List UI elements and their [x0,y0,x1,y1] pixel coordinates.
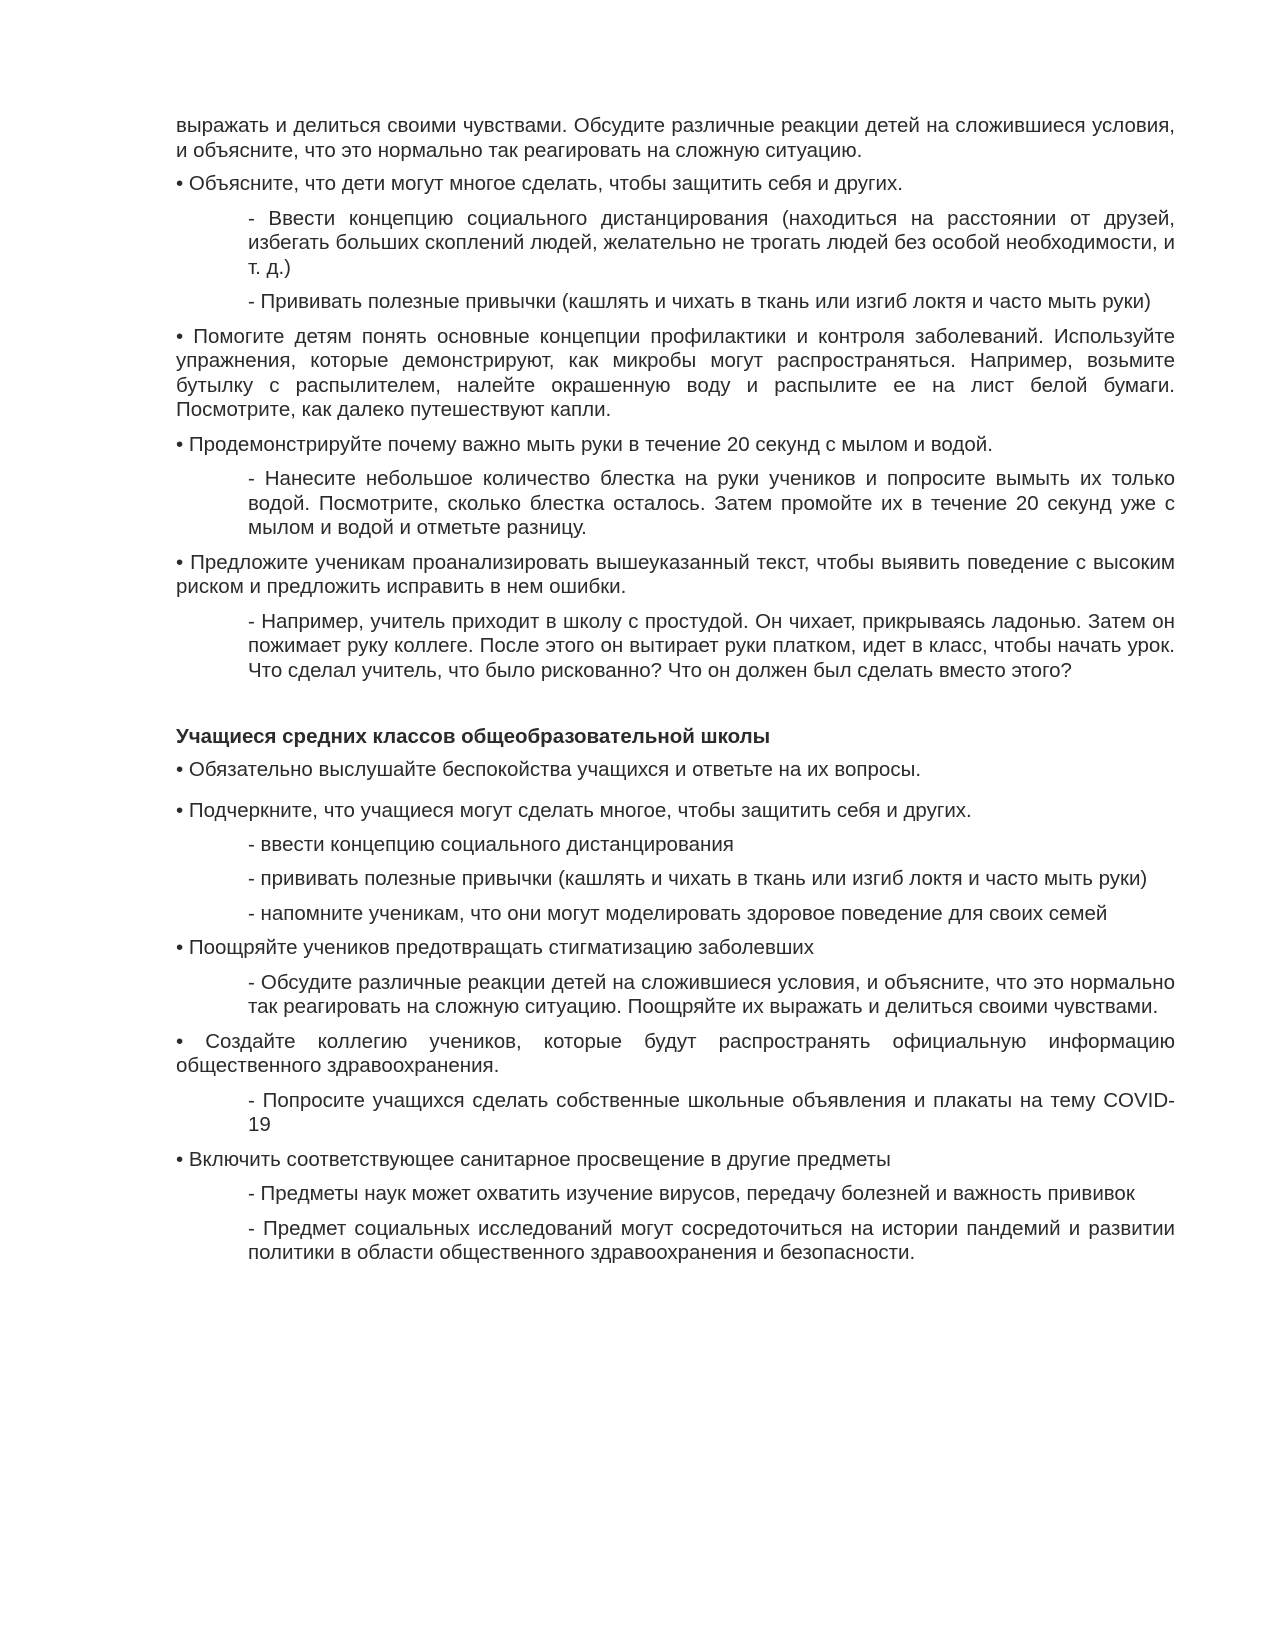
paragraph-intro-continued: выражать и делиться своими чувствами. Обсудите различные реакции детей на сложившиеся условия, и объясните, что это нормально так реагировать на сложную ситуацию. [176,114,1175,162]
bullet-prevention: • Помогите детям понять основные концепции профилактики и контроля заболеваний. Используйте упражнения, которые демонстрируют, как микробы могут распространяться. Например, возьмите бутылку с распылителем, налейте окрашенную воду и распылите ее на лист белой бумаги. Посмотрите, как далеко путешествуют капли. [176,324,1175,421]
bullet-emphasize: • Подчеркните, что учащиеся могут сделать многое, чтобы защитить себя и других. [176,799,972,822]
sub-item-distancing-2: - ввести концепцию социального дистанцирования [248,832,734,856]
sub-item-habits: - Прививать полезные привычки (кашлять и чихать в ткань или изгиб локтя и часто мыть руки) [248,290,1151,313]
sub-item-distancing: - Ввести концепцию социального дистанцирования (находиться на расстоянии от друзей, избегать больших скоплений людей, желательно не трогать людей без особой необходимости, и т. д.) [248,206,1175,279]
sub-item-teacher-example: - Например, учитель приходит в школу с простудой. Он чихает, прикрываясь ладонью. Затем он пожимает руку коллеге. После этого он вытирает руки платком, идет в класс, чтобы начать урок. Что сделал учитель, что было рискованно? Что он должен был сделать вместо этого? [248,609,1175,682]
sub-item-model-behavior: - напомните ученикам, что они могут моделировать здоровое поведение для своих семей [248,901,1108,925]
bullet-handwash: • Продемонстрируйте почему важно мыть руки в течение 20 секунд с мылом и водой. [176,432,993,456]
bullet-college: • Создайте коллегию учеников, которые будут распространять официальную информацию общественного здравоохранения. [176,1029,1175,1077]
sub-item-habits-2: - прививать полезные привычки (кашлять и чихать в ткань или изгиб локтя и часто мыть руки) [248,867,1148,890]
bullet-protect: • Объясните, что дети могут многое сделать, чтобы защитить себя и других. [176,172,903,195]
bullet-analyze: • Предложите ученикам проанализировать вышеуказанный текст, чтобы выявить поведение с высоким риском и предложить исправить в нем ошибки. [176,550,1175,598]
sub-item-posters: - Попросите учащихся сделать собственные школьные объявления и плакаты на тему COVID-19 [248,1088,1175,1136]
bullet-subjects: • Включить соответствующее санитарное просвещение в другие предметы [176,1147,891,1171]
document-page [176,114,1175,1266]
bullet-stigma: • Поощряйте учеников предотвращать стигматизацию заболевших [176,936,814,959]
section-heading: Учащиеся средних классов общеобразовательной школы [176,725,771,748]
bullet-listen: • Обязательно выслушайте беспокойства учащихся и ответьте на их вопросы. [176,757,922,781]
sub-item-reactions: - Обсудите различные реакции детей на сложившиеся условия, и объясните, что это нормально так реагировать на сложную ситуацию. Поощряйте их выражать и делиться своими чувствами. [248,970,1175,1018]
sub-item-glitter: - Нанесите небольшое количество блестка на руки учеников и попросите вымыть их только водой. Посмотрите, сколько блестка осталось. Затем промойте их в течение 20 секунд уже с мылом и водой и отметьте разницу. [248,467,1175,539]
sub-item-science: - Предметы наук может охватить изучение вирусов, передачу болезней и важность прививок [248,1182,1135,1205]
sub-item-social-studies: - Предмет социальных исследований могут сосредоточиться на истории пандемий и развитии политики в области общественного здравоохранения и безопасности. [248,1216,1175,1264]
